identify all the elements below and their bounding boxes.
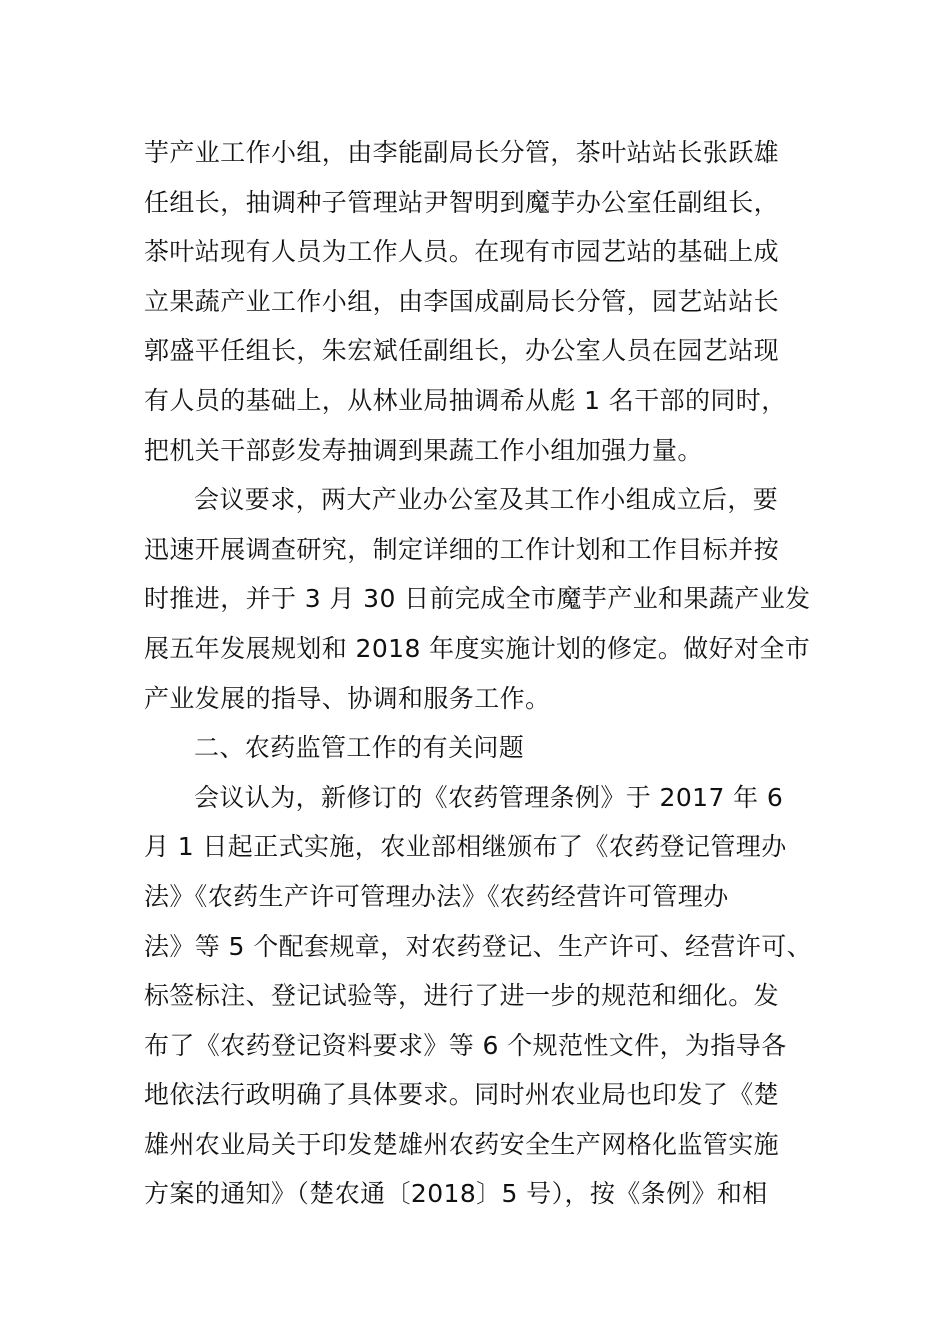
- text-line: 把机关干部彭发寿抽调到果蔬工作小组加强力量。: [144, 435, 703, 465]
- text-line: 有人员的基础上，从林业局抽调希从彪 1 名干部的同时，: [144, 385, 787, 415]
- text-line: 立果蔬产业工作小组，由李国成副局长分管，园艺站站长: [144, 286, 780, 316]
- text-line: 布了《农药登记资料要求》等 6 个规范性文件，为指导各: [144, 1030, 787, 1060]
- text-line: 产业发展的指导、协调和服务工作。: [144, 683, 551, 713]
- body-text: [144, 128, 834, 1219]
- text-line: 茶叶站现有人员为工作人员。在现有市园艺站的基础上成: [144, 237, 780, 267]
- text-line: 时推进，并于 3 月 30 日前完成全市魔芋产业和果蔬产业发: [144, 584, 811, 614]
- text-line: 方案的通知》（楚农通〔2018〕5 号），按《条例》和相: [144, 1179, 768, 1209]
- text-line: 郭盛平任组长，朱宏斌任副组长，办公室人员在园艺站现: [144, 336, 780, 366]
- text-line: 展五年发展规划和 2018 年度实施计划的修定。做好对全市: [144, 633, 811, 663]
- section-heading: 二、农药监管工作的有关问题: [194, 733, 525, 763]
- text-line: 任组长，抽调种子管理站尹智明到魔芋办公室任副组长，: [144, 187, 780, 217]
- text-line: 雄州农业局关于印发楚雄州农药安全生产网格化监管实施: [144, 1129, 780, 1159]
- text-line: 迅速开展调查研究，制定详细的工作计划和工作目标并按: [144, 534, 780, 564]
- text-line: 芋产业工作小组，由李能副局长分管，茶叶站站长张跃雄: [144, 138, 780, 167]
- paragraph-start-line: 会议认为，新修订的《农药管理条例》于 2017 年 6: [194, 782, 784, 812]
- text-line: 地依法行政明确了具体要求。同时州农业局也印发了《楚: [144, 1080, 780, 1110]
- text-line: 法》等 5 个配套规章，对农药登记、生产许可、经营许可、: [144, 931, 813, 961]
- paragraph-start-line: 会议要求，两大产业办公室及其工作小组成立后，要: [194, 485, 779, 515]
- text-line: 标签标注、登记试验等，进行了进一步的规范和细化。发: [144, 981, 780, 1011]
- text-line: 法》《农药生产许可管理办法》《农药经营许可管理办: [144, 881, 729, 911]
- text-line: 月 1 日起正式实施，农业部相继颁布了《农药登记管理办: [144, 832, 787, 862]
